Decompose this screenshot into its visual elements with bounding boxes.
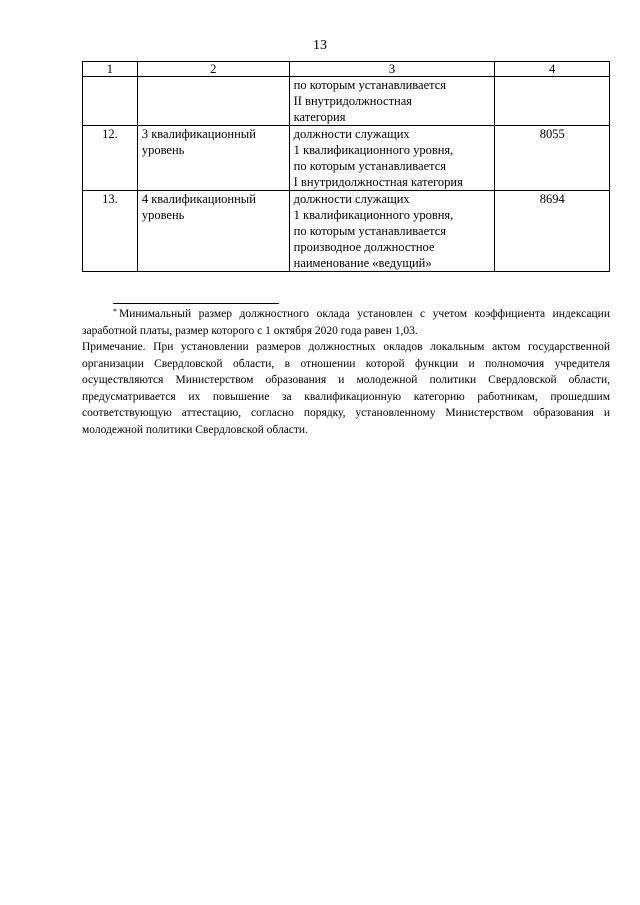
cell-line: по которым устанавливается bbox=[293, 224, 447, 238]
cell-line: наименование «ведущий» bbox=[293, 256, 432, 270]
table-row bbox=[83, 126, 610, 191]
cell-line: категория bbox=[293, 110, 346, 124]
cell-line: 1 квалификационного уровня, bbox=[293, 143, 454, 157]
cell-line: 1 квалификационного уровня, bbox=[293, 208, 454, 222]
row-number-cell bbox=[83, 77, 138, 126]
qualification-level-cell bbox=[137, 77, 289, 126]
cell-line: I внутридолжностная категория bbox=[293, 175, 463, 189]
page-number: 13 bbox=[313, 38, 327, 53]
header-cell-1: 1 bbox=[83, 62, 138, 77]
table-row bbox=[83, 77, 610, 126]
salary-cell bbox=[495, 77, 610, 126]
salary-cell: 8694 bbox=[495, 191, 610, 272]
header-cell-4: 4 bbox=[495, 62, 610, 77]
header-cell-3: 3 bbox=[289, 62, 495, 77]
cell-line: производное должностное bbox=[293, 240, 435, 254]
qualification-level-cell bbox=[137, 126, 289, 191]
positions-cell bbox=[289, 191, 495, 272]
cell-line: должности служащих bbox=[293, 192, 410, 206]
cell-line: должности служащих bbox=[293, 127, 410, 141]
footnote-marker: * bbox=[113, 307, 117, 316]
salary-cell: 8055 bbox=[495, 126, 610, 191]
note-paragraph: Примечание. При установлении размеров должностных окладов локальным актом государственной организации Свердловской области, в отношении которой функции и полномочия учредителя осуществляются Министерством образования и молодежной политики Свердловской области, предусматривается их повышение за квалификационную категорию работникам, прошедшим соответствующую аттестацию, согласно порядку, установленному Министерством образования и молодежной политики Свердловской области. bbox=[82, 341, 610, 436]
cell-line: уровень bbox=[141, 143, 185, 157]
table-row bbox=[83, 191, 610, 272]
salary-table bbox=[82, 61, 610, 272]
footnote-separator bbox=[113, 303, 279, 304]
positions-cell bbox=[289, 126, 495, 191]
footnote-text: Минимальный размер должностного оклада установлен с учетом коэффициента индексации заработной платы, размер которого с 1 октября 2020 года равен 1,03. bbox=[82, 308, 610, 337]
row-number-cell: 13. bbox=[83, 191, 138, 272]
positions-cell bbox=[289, 77, 495, 126]
cell-line: 4 квалификационный bbox=[141, 192, 256, 206]
table-header-row bbox=[83, 62, 610, 77]
cell-line: по которым устанавливается bbox=[293, 78, 447, 92]
cell-line: II внутридолжностная bbox=[293, 94, 413, 108]
cell-line: по которым устанавливается bbox=[293, 159, 447, 173]
footnote bbox=[82, 306, 610, 339]
qualification-level-cell bbox=[137, 191, 289, 272]
row-number-cell: 12. bbox=[83, 126, 138, 191]
header-cell-2: 2 bbox=[137, 62, 289, 77]
cell-line: 3 квалификационный bbox=[141, 127, 256, 141]
cell-line: уровень bbox=[141, 208, 185, 222]
